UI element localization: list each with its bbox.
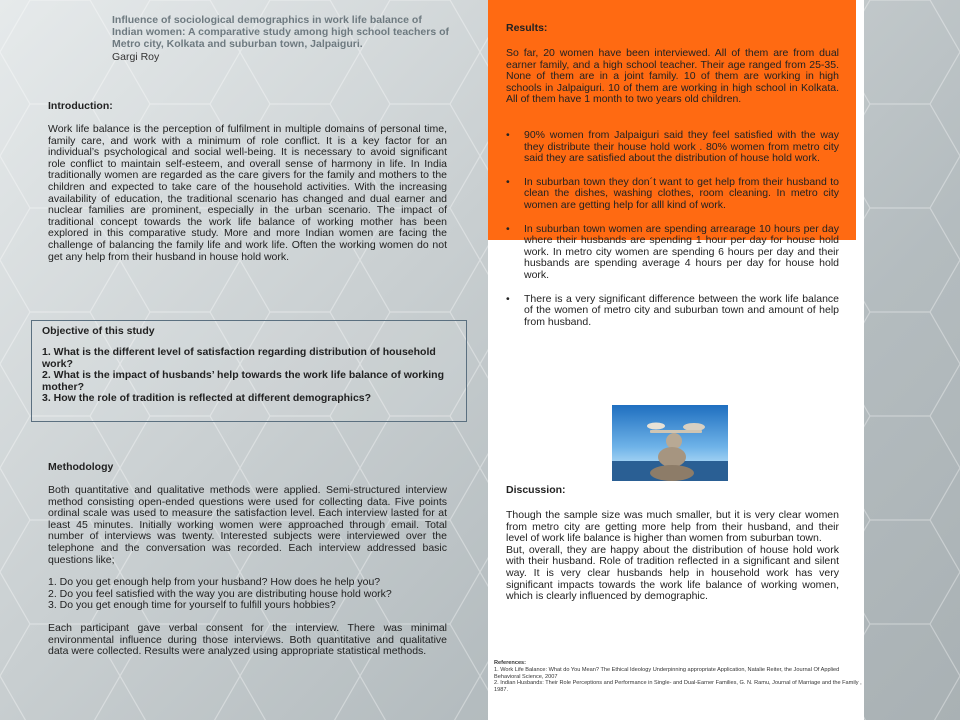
introduction-text: Work life balance is the perception of fulfilment in multiple domains of personal time, family care, and work with a minimum of role conflict. It is a key factor for an individual’s psychological and social well-being. It is necessary to avoid significant role conflict to maintain self-esteem, and overall sense of harmony in life. In India traditionally women are regarded as the care givers for the family and mothers to the children and expected to take care of the household activities. With the increasing availability of education, the traditional scenario has changed and dual earner and nuclear families are prominent, especially in the urban scenario. The impact of traditional concept towards the work life balance of working mother has been explored in this comparative study. More and more Indian women are facing the challenge of balancing the family life and work life. Often the working women do not get any help from their husband in house hold work. (48, 123, 447, 263)
results-bullet: • There is a very significant difference between the work life balance of the women of metro city and suburban town and amount of help from husband. (506, 294, 839, 329)
results-bullet: • In suburban town women are spending arrearage 10 hours per day where their husbands are spending 1 hour per day for house hold work. In metro city women are spending 6 hours per day and their husbands are spending average 4 hours per day for house hold work. (506, 224, 839, 282)
discussion-text-2: But, overall, they are happy about the distribution of house hold work with their husband. Role of tradition reflected in a significant and silent way. It is very clear husbands help in household work has very significant impacts towards the work life balance of working women, which is clearly influenced by demographic. (506, 543, 839, 603)
objective-item: 3. How the role of tradition is reflected at different demographics? (42, 392, 372, 405)
references-section (494, 660, 864, 694)
introduction-section (48, 100, 447, 263)
discussion-section (506, 484, 839, 603)
results-text: So far, 20 women have been interviewed. All of them are from dual earner family, and a high school teacher. Their age ranged from 25-35. None of them are in a joint family. 10 of them are working in high schools in Jalpaiguri. 10 of them are working in high school in Kolkata. All of them have 1 month to two years old children. (506, 47, 839, 106)
objective-item: 1. What is the different level of satisfaction regarding distribution of household work? (42, 346, 436, 370)
results-bullets (506, 130, 839, 328)
methodology-text-2: Each participant gave verbal consent for the interview. There was minimal environmental influence during those interviews. Both quantitative and qualitative data were collected. Results were analyzed using appropriate statistical methods. (48, 621, 447, 658)
results-bullet: • 90% women from Jalpaiguri said they feel satisfied with the way they distribute their house hold work . 80% women from metro city said they are satisfied about the distribution of house hold work. (506, 130, 839, 165)
reference-item: 2. Indian Husbands: Their Role Perceptions and Performance in Single- and Dual-Earner Families, G. N. Ramu, Journal of Marriage and the Family , 1987. (494, 680, 862, 694)
results-heading: Results: (506, 22, 548, 34)
interview-question: 3. Do you get enough time for yourself to fulfill yours hobbies? (48, 599, 336, 612)
references-heading: References: (494, 660, 527, 666)
methodology-section (48, 461, 447, 658)
introduction-heading: Introduction: (48, 100, 113, 112)
objective-box (31, 320, 467, 422)
poster-title (112, 14, 452, 63)
balance-stones-image (612, 405, 728, 481)
objective-heading: Objective of this study (42, 325, 155, 337)
methodology-text: Both quantitative and qualitative methods were applied. Semi-structured interview method consisting open-ended questions were used for collecting data. Five points ordinal scale was used to measure the satisfaction level. Each interview lasted for at least 45 minutes. Initially working women were approached through email. Total number of interviews was twenty. Interested subjects were interviewed over the telephone and the conversation was recorded. Each interview addressed basic questions like; (48, 484, 447, 566)
results-section (506, 22, 839, 340)
reference-item: 1. Work Life Balance: What do You Mean? The Ethical Ideology Underpinning appropriate Application, Natalie Reiter, the Journal Of Applied Behavioral Science, 2007 (494, 666, 840, 680)
objective-item: 2. What is the impact of husbands’ help towards the work life balance of working mother? (42, 369, 444, 393)
discussion-text: Though the sample size was much smaller, but it is very clear women from metro city are getting more help from their husband, and their level of work life balance is higher than women from suburban town. (506, 509, 839, 545)
methodology-heading: Methodology (48, 461, 114, 473)
discussion-heading: Discussion: (506, 484, 566, 496)
author-name: Gargi Roy (112, 51, 160, 63)
title-text: Influence of sociological demographics in work life balance of Indian women: A comparative study among high school teachers of Metro city, Kolkata and suburban town, Jalpaiguri. (112, 14, 450, 50)
interview-question: 1. Do you get enough help from your husband? How does he help you? (48, 576, 381, 589)
results-bullet: • In suburban town they don´t want to get help from their husband to clean the dishes, washing clothes, room cleaning. In metro city women are getting help for alll kind of work. (506, 177, 839, 212)
interview-question: 2. Do you feel satisfied with the way you are distributing house hold work? (48, 587, 392, 600)
